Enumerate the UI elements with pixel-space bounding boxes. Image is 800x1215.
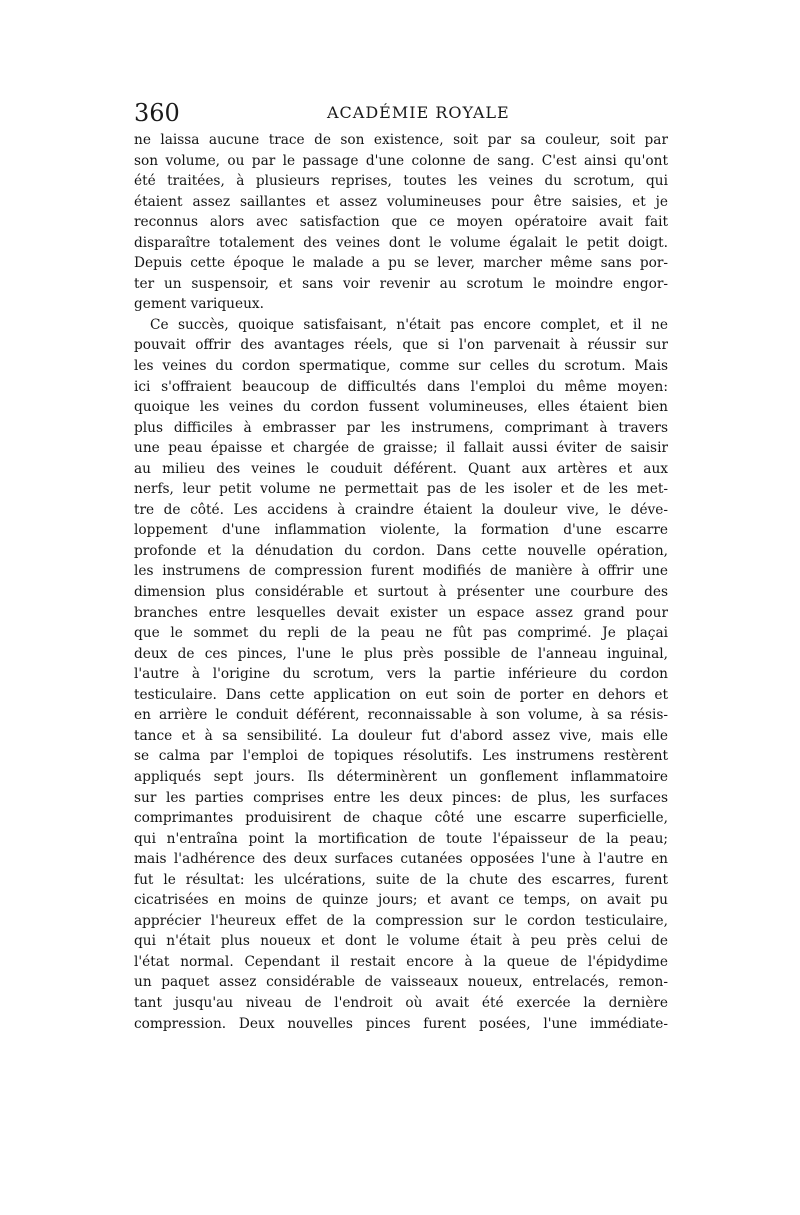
text-line: loppement d'une inflammation violente, la formation d'une escarre [134,522,668,539]
text-line: ici s'offraient beaucoup de difficultés dans l'emploi du même moyen: [134,378,668,395]
text-line: les instrumens de compression furent modifiés de manière à offrir une [134,563,668,580]
text-line: fut le résultat: les ulcérations, suite de la chute des escarres, furent [134,871,668,888]
text-line: l'état normal. Cependant il restait encore à la queue de l'épidydime [134,953,668,970]
text-line: au milieu des veines le couduit déférent. Quant aux artères et aux [134,460,668,477]
text-line: pouvait offrir des avantages réels, que si l'on parvenait à réussir sur [134,337,668,354]
text-line: apprécier l'heureux effet de la compression sur le cordon testiculaire, [134,912,668,929]
text-line: les veines du cordon spermatique, comme sur celles du scrotum. Mais [134,358,668,375]
text-line: l'autre à l'origine du scrotum, vers la partie inférieure du cordon [134,666,668,683]
text-line: plus difficiles à embrasser par les instrumens, comprimant à travers [134,419,668,436]
text-line: que le sommet du repli de la peau ne fût pas comprimé. Je plaçai [134,625,668,642]
text-line: compression. Deux nouvelles pinces furent posées, l'une immédiate- [134,1015,668,1032]
text-line: étaient assez saillantes et assez volumineuses pour être saisies, et je [134,193,668,210]
text-line: une peau épaisse et chargée de graisse; il fallait aussi éviter de saisir [134,440,668,457]
text-line: Depuis cette époque le malade a pu se lever, marcher même sans por- [134,255,668,272]
text-line: nerfs, leur petit volume ne permettait pas de les isoler et de les met- [134,481,668,498]
text-line: qui n'était plus noueux et dont le volume était à peu près celui de [134,933,668,950]
text-line: tance et à sa sensibilité. La douleur fut d'abord assez vive, mais elle [134,727,668,744]
text-line: branches entre lesquelles devait exister un espace assez grand pour [134,604,668,621]
text-line: en arrière le conduit déférent, reconnaissable à son volume, à sa résis- [134,707,668,724]
text-line: se calma par l'emploi de topiques résolutifs. Les instrumens restèrent [134,748,668,765]
text-line: été traitées, à plusieurs reprises, toutes les veines du scrotum, qui [134,173,668,190]
text-line: profonde et la dénudation du cordon. Dans cette nouvelle opération, [134,542,668,559]
text-line: comprimantes produisirent de chaque côté une escarre superficielle, [134,810,668,827]
running-head: ACADÉMIE ROYALE [327,103,510,122]
text-line: mais l'adhérence des deux surfaces cutanées opposées l'une à l'autre en [134,851,668,868]
text-line: son volume, ou par le passage d'une colonne de sang. C'est ainsi qu'ont [134,152,668,169]
text-line: deux de ces pinces, l'une le plus près possible de l'anneau inguinal, [134,645,668,662]
text-line: dimension plus considérable et surtout à présenter une courbure des [134,584,668,601]
text-line: tre de côté. Les accidens à craindre étaient la douleur vive, le déve- [134,501,668,518]
text-line: gement variqueux. [134,296,264,313]
text-line: quoique les veines du cordon fussent volumineuses, elles étaient bien [134,399,668,416]
text-line: tant jusqu'au niveau de l'endroit où avait été exercée la dernière [134,994,668,1011]
text-line: cicatrisées en moins de quinze jours; et avant ce temps, on avait pu [134,892,668,909]
page-header [134,99,668,131]
text-line: reconnus alors avec satisfaction que ce moyen opératoire avait fait [134,214,668,231]
text-line: testiculaire. Dans cette application on eut soin de porter en dehors et [134,686,668,703]
text-line: appliqués sept jours. Ils déterminèrent un gonflement inflammatoire [134,768,668,785]
text-line: ne laissa aucune trace de son existence, soit par sa couleur, soit par [134,132,668,148]
text-line: ter un suspensoir, et sans voir revenir au scrotum le moindre engor- [134,275,668,292]
text-line: qui n'entraîna point la mortification de toute l'épaisseur de la peau; [134,830,668,847]
text-line: Ce succès, quoique satisfaisant, n'était pas encore complet, et il ne [150,316,668,333]
text-line: un paquet assez considérable de vaisseaux noueux, entrelacés, remon- [134,974,668,991]
body-text [134,130,668,1034]
page-number: 360 [134,99,180,127]
text-line: sur les parties comprises entre les deux pinces: de plus, les surfaces [134,789,668,806]
text-line: disparaître totalement des veines dont le volume égalait le petit doigt. [134,234,668,251]
